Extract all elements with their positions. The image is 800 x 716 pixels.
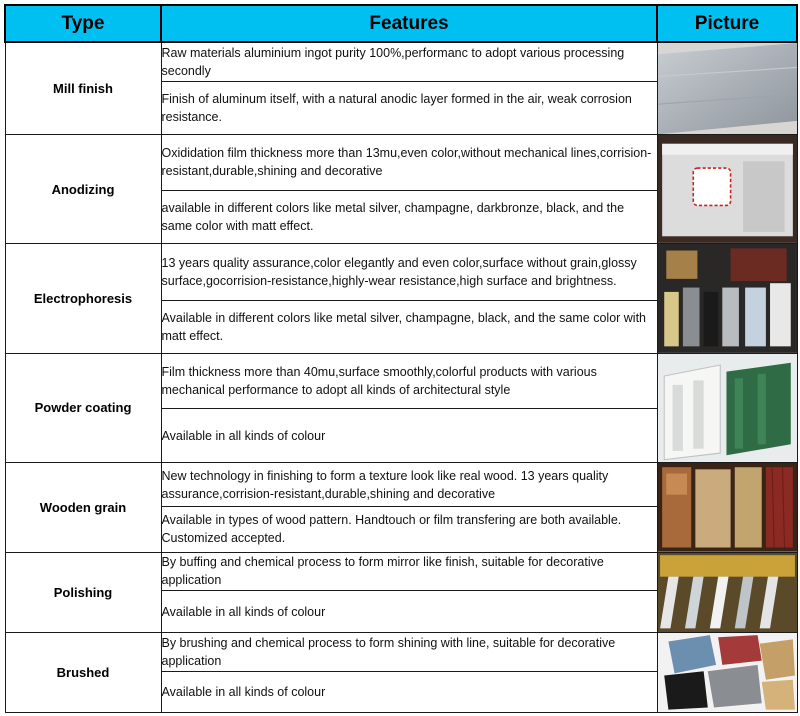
feature-cell: New technology in finishing to form a texture look like real wood. 13 years quality assurance,corrision-resistant,durable,shining and decorative — [161, 462, 657, 506]
feature-cell: Oxididation film thickness more than 13mu,even color,without mechanical lines,corrision-resistant,durable,shining and decorative — [161, 135, 657, 190]
table-row — [5, 552, 797, 590]
feature-cell: Raw materials aluminium ingot purity 100%,performanc to adopt various processing secondly — [161, 42, 657, 81]
type-cell-anodizing: Anodizing — [5, 135, 161, 244]
type-cell-powder-coating: Powder coating — [5, 354, 161, 463]
feature-cell: Finish of aluminum itself, with a natural anodic layer formed in the air, weak corrosion resistance. — [161, 81, 657, 134]
table-row — [5, 135, 797, 190]
table-row — [5, 244, 797, 300]
powder-coating-image — [658, 354, 797, 462]
table-row — [5, 354, 797, 409]
feature-cell: Film thickness more than 40mu,surface smoothly,colorful products with various mechanical performance to adopt all kinds of architectural style — [161, 354, 657, 409]
feature-cell: Available in all kinds of colour — [161, 590, 657, 632]
feature-cell: By brushing and chemical process to form shining with line, suitable for decorative application — [161, 633, 657, 671]
feature-cell: Available in all kinds of colour — [161, 409, 657, 462]
header-type: Type — [5, 5, 161, 42]
picture-brushed — [657, 633, 797, 713]
polishing-image — [658, 553, 797, 633]
picture-anodizing — [657, 135, 797, 244]
table-row — [5, 633, 797, 671]
brushed-image — [658, 633, 797, 712]
feature-cell: Available in different colors like metal silver, champagne, black, and the same color with matt effect. — [161, 300, 657, 353]
type-cell-mill-finish: Mill finish — [5, 42, 161, 135]
type-cell-polishing: Polishing — [5, 552, 161, 633]
header-picture: Picture — [657, 5, 797, 42]
feature-cell: 13 years quality assurance,color elegantly and even color,surface without grain,glossy surface,gocorrision-resistance,highly-wear resistance,high surface and brightness. — [161, 244, 657, 300]
picture-mill-finish — [657, 42, 797, 135]
type-cell-electrophoresis: Electrophoresis — [5, 244, 161, 354]
feature-cell: By buffing and chemical process to form mirror like finish, suitable for decorative application — [161, 552, 657, 590]
finish-table — [4, 4, 798, 713]
type-cell-wooden-grain: Wooden grain — [5, 462, 161, 552]
electrophoresis-image — [658, 244, 797, 353]
mill-finish-image — [658, 43, 797, 134]
feature-cell: Available in types of wood pattern. Handtouch or film transfering are both available. Customized accepted. — [161, 507, 657, 552]
header-features: Features — [161, 5, 657, 42]
picture-wooden-grain — [657, 462, 797, 552]
picture-polishing — [657, 552, 797, 633]
type-cell-brushed: Brushed — [5, 633, 161, 713]
feature-cell: available in different colors like metal silver, champagne, darkbronze, black, and the same color with matt effect. — [161, 190, 657, 243]
anodizing-image — [658, 135, 797, 243]
table-row — [5, 42, 797, 81]
feature-cell: Available in all kinds of colour — [161, 671, 657, 712]
table-row — [5, 462, 797, 506]
picture-powder-coating — [657, 354, 797, 463]
wooden-grain-image — [658, 463, 797, 552]
header-row — [5, 5, 797, 42]
picture-electrophoresis — [657, 244, 797, 354]
